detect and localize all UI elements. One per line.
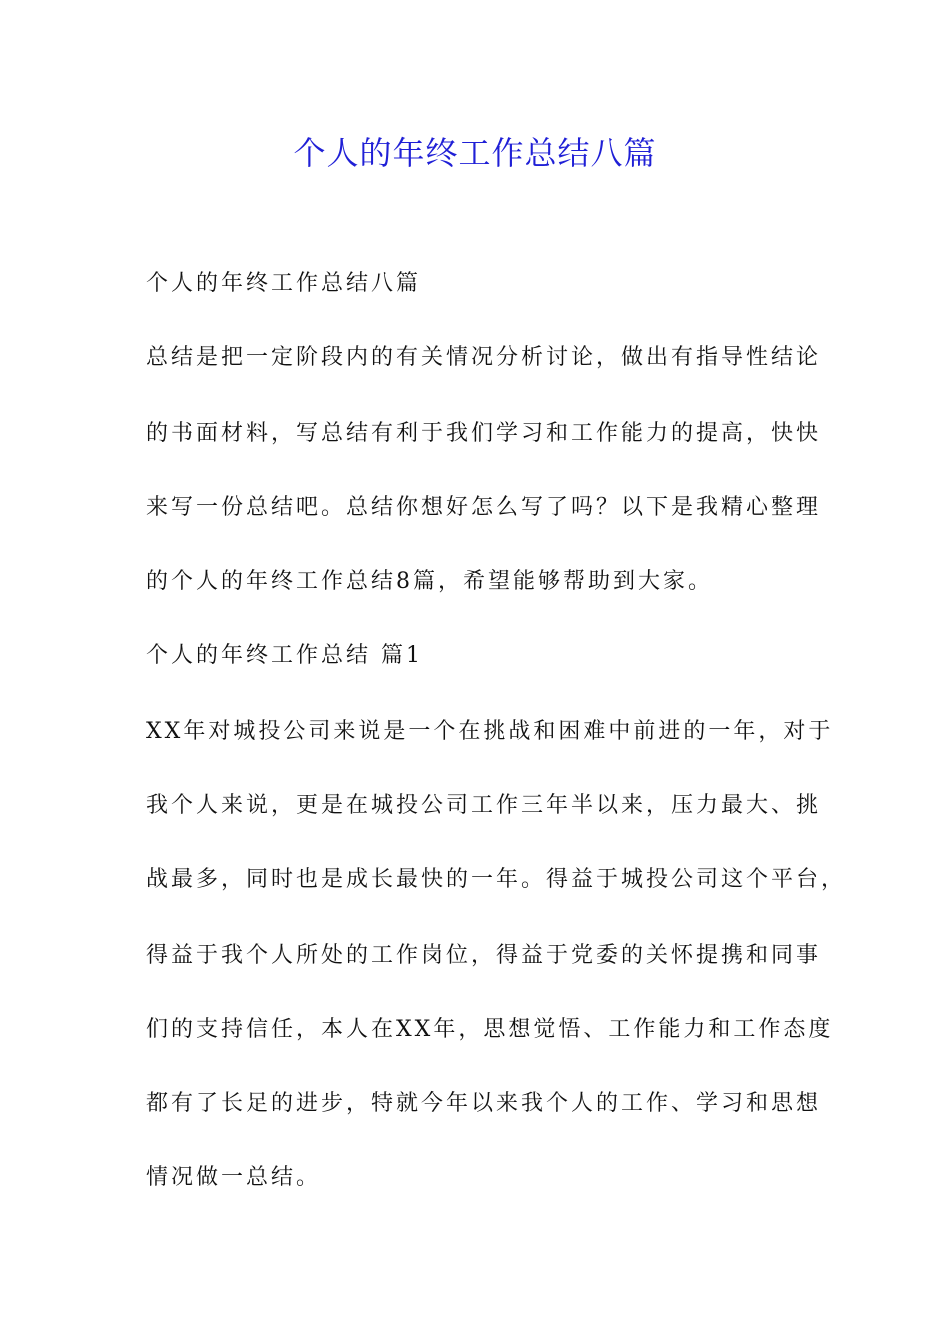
body-line: 的书面材料，写总结有利于我们学习和工作能力的提高，快快 [146,421,822,446]
body-line: 战最多，同时也是成长最快的一年。得益于城投公司这个平台， [146,867,847,892]
body-line: 们的支持信任，本人在XX年，思想觉悟、工作能力和工作态度 [146,1017,834,1042]
body-line: XX年对城投公司来说是一个在挑战和困难中前进的一年，对于 [146,719,834,744]
body-line: 总结是把一定阶段内的有关情况分析讨论，做出有指导性结论 [146,345,822,370]
body-line: 的个人的年终工作总结8篇，希望能够帮助到大家。 [146,569,713,594]
body-line: 我个人来说，更是在城投公司工作三年半以来，压力最大、挑 [146,793,822,818]
body-line: 都有了长足的进步，特就今年以来我个人的工作、学习和思想 [146,1091,822,1116]
body-line: 情况做一总结。 [146,1165,322,1190]
body-line: 得益于我个人所处的工作岗位，得益于党委的关怀提携和同事 [146,943,822,968]
body-line: 来写一份总结吧。总结你想好怎么写了吗？以下是我精心整理 [146,495,822,520]
section-heading: 个人的年终工作总结 篇1 [146,643,423,668]
document-title: 个人的年终工作总结八篇 [293,134,657,172]
body-line: 个人的年终工作总结八篇 [146,271,422,296]
